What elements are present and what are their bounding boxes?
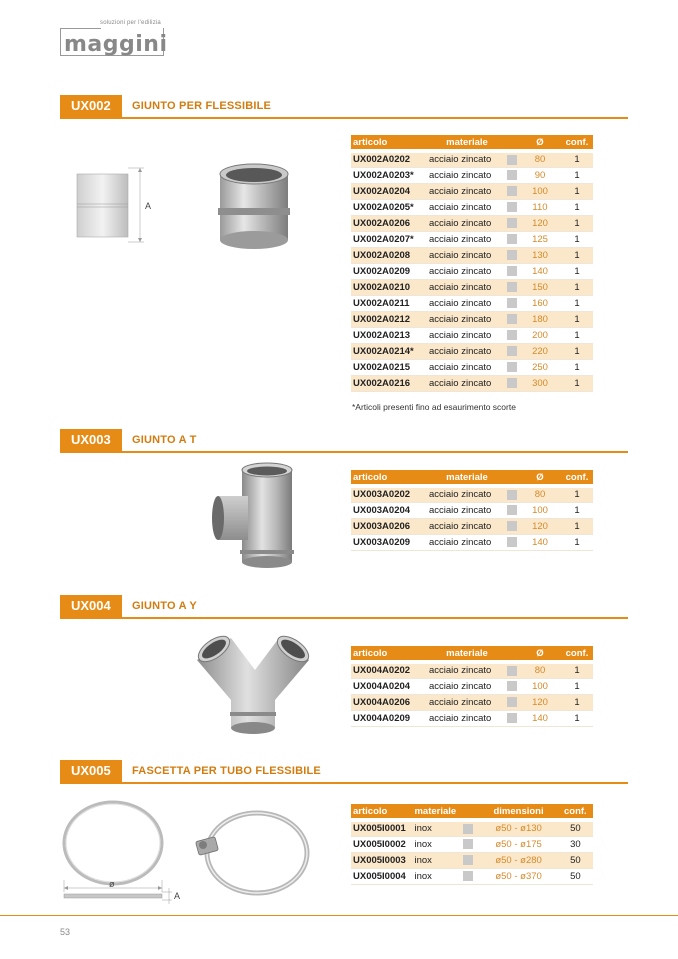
package-quantity: 1 xyxy=(561,215,593,231)
package-quantity: 1 xyxy=(561,359,593,375)
article-code: UX002A0212 xyxy=(351,311,429,327)
table-row xyxy=(351,263,593,279)
table-row xyxy=(351,820,593,836)
coupling-product-photo xyxy=(210,160,300,252)
swatch-square xyxy=(507,330,517,340)
hose-clamp-technical-drawing xyxy=(58,800,183,905)
hose-clamp-product-photo xyxy=(193,805,313,900)
package-quantity: 1 xyxy=(561,343,593,359)
section-code: UX005 xyxy=(60,760,122,782)
material-swatch xyxy=(505,375,519,391)
article-code: UX005I0002 xyxy=(351,836,414,852)
package-quantity: 1 xyxy=(561,534,593,550)
swatch-square xyxy=(507,282,517,292)
package-quantity: 50 xyxy=(558,820,593,836)
section-title: GIUNTO PER FLESSIBILE xyxy=(132,100,272,112)
diameter-value: 150 xyxy=(519,279,561,295)
diameter-value: 120 xyxy=(519,518,561,534)
article-code: UX002A0209 xyxy=(351,263,429,279)
swatch-square xyxy=(507,234,517,244)
swatch-square xyxy=(507,314,517,324)
material-swatch xyxy=(505,343,519,359)
material-swatch xyxy=(505,678,519,694)
material: acciaio zincato xyxy=(429,678,505,694)
table-row xyxy=(351,199,593,215)
swatch-square xyxy=(507,250,517,260)
col-header-diameter: Ø xyxy=(519,646,561,662)
swatch-square xyxy=(507,346,517,356)
package-quantity: 1 xyxy=(561,518,593,534)
section-code: UX002 xyxy=(60,95,122,117)
col-header-dimensions: dimensioni xyxy=(479,804,557,820)
table-body xyxy=(351,820,593,884)
article-code: UX005I0001 xyxy=(351,820,414,836)
table-row xyxy=(351,183,593,199)
article-code: UX003A0204 xyxy=(351,502,429,518)
col-header-blank xyxy=(456,804,479,820)
swatch-square xyxy=(507,170,517,180)
section-header-ux002 xyxy=(60,95,630,119)
section-header-ux003 xyxy=(60,429,630,453)
package-quantity: 1 xyxy=(561,279,593,295)
table-row xyxy=(351,534,593,550)
article-code: UX002A0208 xyxy=(351,247,429,263)
material: acciaio zincato xyxy=(429,311,505,327)
material: acciaio zincato xyxy=(429,295,505,311)
package-quantity: 1 xyxy=(561,311,593,327)
swatch-square xyxy=(507,713,517,723)
material: acciaio zincato xyxy=(429,518,505,534)
material-swatch xyxy=(456,836,479,852)
col-header-material: materiale xyxy=(414,804,456,820)
col-header-conf: conf. xyxy=(558,804,593,820)
table-body xyxy=(351,486,593,550)
diameter-value: 90 xyxy=(519,167,561,183)
diameter-value: 110 xyxy=(519,199,561,215)
diameter-value: 300 xyxy=(519,375,561,391)
package-quantity: 1 xyxy=(561,678,593,694)
table-row xyxy=(351,486,593,502)
article-code: UX002A0211 xyxy=(351,295,429,311)
table-row xyxy=(351,502,593,518)
brand-tagline: soluzioni per l'edilizia xyxy=(100,20,161,26)
swatch-square xyxy=(507,202,517,212)
swatch-square xyxy=(507,666,517,676)
table-row xyxy=(351,852,593,868)
col-header-conf: conf. xyxy=(561,646,593,662)
article-code: UX003A0202 xyxy=(351,486,429,502)
diameter-value: 125 xyxy=(519,231,561,247)
material: acciaio zincato xyxy=(429,327,505,343)
article-code: UX002A0207* xyxy=(351,231,429,247)
product-table-ux003 xyxy=(351,470,593,551)
table-row xyxy=(351,868,593,884)
table-row xyxy=(351,215,593,231)
diameter-value: 180 xyxy=(519,311,561,327)
package-quantity: 50 xyxy=(558,852,593,868)
material-swatch xyxy=(505,279,519,295)
package-quantity: 1 xyxy=(561,710,593,726)
swatch-square xyxy=(507,186,517,196)
material-swatch xyxy=(456,820,479,836)
material-swatch xyxy=(456,852,479,868)
table-header-row xyxy=(351,135,593,151)
article-code: UX002A0210 xyxy=(351,279,429,295)
swatch-square xyxy=(507,266,517,276)
material: acciaio zincato xyxy=(429,215,505,231)
table-header-row xyxy=(351,470,593,486)
article-code: UX004A0204 xyxy=(351,678,429,694)
diameter-value: 220 xyxy=(519,343,561,359)
material: acciaio zincato xyxy=(429,694,505,710)
swatch-square xyxy=(507,681,517,691)
package-quantity: 1 xyxy=(561,151,593,167)
section-rule xyxy=(60,117,628,119)
material-swatch xyxy=(505,502,519,518)
swatch-square xyxy=(463,855,473,865)
material: acciaio zincato xyxy=(429,263,505,279)
stock-note: *Articoli presenti fino ad esaurimento scorte xyxy=(352,402,516,412)
material: acciaio zincato xyxy=(429,151,505,167)
page-number: 53 xyxy=(60,927,71,937)
package-quantity: 1 xyxy=(561,694,593,710)
material: inox xyxy=(414,820,456,836)
diameter-value: 120 xyxy=(519,694,561,710)
diameter-value: 130 xyxy=(519,247,561,263)
table-row xyxy=(351,343,593,359)
material: acciaio zincato xyxy=(429,247,505,263)
material-swatch xyxy=(456,868,479,884)
diameter-value: 80 xyxy=(519,662,561,678)
diameter-value: 100 xyxy=(519,502,561,518)
package-quantity: 1 xyxy=(561,486,593,502)
table-row xyxy=(351,662,593,678)
article-code: UX002A0202 xyxy=(351,151,429,167)
material: acciaio zincato xyxy=(429,279,505,295)
swatch-square xyxy=(507,298,517,308)
table-row xyxy=(351,279,593,295)
material: acciaio zincato xyxy=(429,359,505,375)
material-swatch xyxy=(505,534,519,550)
diameter-value: 80 xyxy=(519,151,561,167)
col-header-material: materiale xyxy=(429,135,505,151)
article-code: UX005I0004 xyxy=(351,868,414,884)
diameter-value: 140 xyxy=(519,710,561,726)
section-title: GIUNTO A T xyxy=(132,434,197,446)
section-rule xyxy=(60,451,628,453)
material: acciaio zincato xyxy=(429,662,505,678)
swatch-square xyxy=(463,824,473,834)
swatch-square xyxy=(507,378,517,388)
package-quantity: 1 xyxy=(561,263,593,279)
material-swatch xyxy=(505,486,519,502)
col-header-article: articolo xyxy=(351,646,429,662)
footer-rule xyxy=(0,915,678,916)
material-swatch xyxy=(505,710,519,726)
material: acciaio zincato xyxy=(429,710,505,726)
swatch-square xyxy=(463,839,473,849)
swatch-square xyxy=(507,505,517,515)
diameter-value: 100 xyxy=(519,678,561,694)
col-header-article: articolo xyxy=(351,470,429,486)
tee-joint-product-photo xyxy=(210,460,310,570)
col-header-article: articolo xyxy=(351,135,429,151)
brand-logo xyxy=(60,20,170,60)
article-code: UX002A0213 xyxy=(351,327,429,343)
material-swatch xyxy=(505,311,519,327)
swatch-square xyxy=(507,537,517,547)
diameter-value: 200 xyxy=(519,327,561,343)
table-row xyxy=(351,151,593,167)
material-swatch xyxy=(505,151,519,167)
section-rule xyxy=(60,617,628,619)
material-swatch xyxy=(505,199,519,215)
package-quantity: 1 xyxy=(561,247,593,263)
material: acciaio zincato xyxy=(429,534,505,550)
section-header-ux004 xyxy=(60,595,630,619)
col-header-blank xyxy=(505,135,519,151)
diameter-value: ø50 - ø130 xyxy=(479,820,557,836)
table-row xyxy=(351,167,593,183)
material: inox xyxy=(414,868,456,884)
product-table-ux002 xyxy=(351,135,593,392)
table-row xyxy=(351,231,593,247)
diameter-value: 80 xyxy=(519,486,561,502)
article-code: UX002A0206 xyxy=(351,215,429,231)
diameter-value: ø50 - ø370 xyxy=(479,868,557,884)
col-header-material: materiale xyxy=(429,646,505,662)
table-body xyxy=(351,151,593,391)
diameter-value: 160 xyxy=(519,295,561,311)
table-header-row xyxy=(351,804,593,820)
material-swatch xyxy=(505,518,519,534)
material-swatch xyxy=(505,231,519,247)
col-header-conf: conf. xyxy=(561,135,593,151)
section-title: FASCETTA PER TUBO FLESSIBILE xyxy=(132,765,321,777)
section-title: GIUNTO A Y xyxy=(132,600,197,612)
col-header-diameter: Ø xyxy=(519,470,561,486)
logo-frame xyxy=(60,28,168,57)
article-code: UX002A0215 xyxy=(351,359,429,375)
section-code: UX003 xyxy=(60,429,122,451)
material: acciaio zincato xyxy=(429,183,505,199)
col-header-material: materiale xyxy=(429,470,505,486)
article-code: UX002A0205* xyxy=(351,199,429,215)
material: acciaio zincato xyxy=(429,199,505,215)
material: acciaio zincato xyxy=(429,343,505,359)
package-quantity: 1 xyxy=(561,662,593,678)
material-swatch xyxy=(505,662,519,678)
section-code: UX004 xyxy=(60,595,122,617)
package-quantity: 50 xyxy=(558,868,593,884)
table-header-row xyxy=(351,646,593,662)
package-quantity: 30 xyxy=(558,836,593,852)
table-row xyxy=(351,295,593,311)
material: acciaio zincato xyxy=(429,486,505,502)
table-row xyxy=(351,694,593,710)
package-quantity: 1 xyxy=(561,295,593,311)
article-code: UX004A0209 xyxy=(351,710,429,726)
col-header-article: articolo xyxy=(351,804,414,820)
material-swatch xyxy=(505,694,519,710)
brand-name: maggini xyxy=(64,32,168,57)
package-quantity: 1 xyxy=(561,199,593,215)
y-joint-product-photo xyxy=(193,630,313,738)
product-table-ux005 xyxy=(351,804,593,885)
article-code: UX004A0202 xyxy=(351,662,429,678)
dimension-label-a: A xyxy=(145,201,152,211)
section-rule xyxy=(60,782,628,784)
material-swatch xyxy=(505,183,519,199)
diameter-value: 120 xyxy=(519,215,561,231)
swatch-square xyxy=(507,697,517,707)
article-code: UX005I0003 xyxy=(351,852,414,868)
table-row xyxy=(351,327,593,343)
swatch-square xyxy=(507,521,517,531)
dimension-label-diameter: ø xyxy=(109,879,115,889)
material: inox xyxy=(414,852,456,868)
section-header-ux005 xyxy=(60,760,630,784)
material: acciaio zincato xyxy=(429,375,505,391)
material-swatch xyxy=(505,359,519,375)
article-code: UX003A0209 xyxy=(351,534,429,550)
package-quantity: 1 xyxy=(561,375,593,391)
swatch-square xyxy=(507,362,517,372)
swatch-square xyxy=(507,218,517,228)
diameter-value: ø50 - ø175 xyxy=(479,836,557,852)
package-quantity: 1 xyxy=(561,183,593,199)
table-row xyxy=(351,375,593,391)
col-header-blank xyxy=(505,470,519,486)
material-swatch xyxy=(505,295,519,311)
dimension-label-a: A xyxy=(174,891,181,901)
article-code: UX002A0204 xyxy=(351,183,429,199)
swatch-square xyxy=(507,155,517,165)
diameter-value: ø50 - ø280 xyxy=(479,852,557,868)
article-code: UX004A0206 xyxy=(351,694,429,710)
material: acciaio zincato xyxy=(429,167,505,183)
table-row xyxy=(351,359,593,375)
article-code: UX003A0206 xyxy=(351,518,429,534)
col-header-diameter: Ø xyxy=(519,135,561,151)
table-row xyxy=(351,678,593,694)
table-row xyxy=(351,311,593,327)
col-header-conf: conf. xyxy=(561,470,593,486)
table-row xyxy=(351,710,593,726)
material-swatch xyxy=(505,247,519,263)
material: acciaio zincato xyxy=(429,502,505,518)
package-quantity: 1 xyxy=(561,231,593,247)
material-swatch xyxy=(505,327,519,343)
article-code: UX002A0214* xyxy=(351,343,429,359)
table-row xyxy=(351,518,593,534)
material-swatch xyxy=(505,167,519,183)
diameter-value: 250 xyxy=(519,359,561,375)
article-code: UX002A0203* xyxy=(351,167,429,183)
product-table-ux004 xyxy=(351,646,593,727)
package-quantity: 1 xyxy=(561,502,593,518)
article-code: UX002A0216 xyxy=(351,375,429,391)
package-quantity: 1 xyxy=(561,167,593,183)
table-row xyxy=(351,247,593,263)
material: inox xyxy=(414,836,456,852)
col-header-blank xyxy=(505,646,519,662)
package-quantity: 1 xyxy=(561,327,593,343)
swatch-square xyxy=(463,871,473,881)
diameter-value: 100 xyxy=(519,183,561,199)
table-row xyxy=(351,836,593,852)
diameter-value: 140 xyxy=(519,263,561,279)
material-swatch xyxy=(505,263,519,279)
table-body xyxy=(351,662,593,726)
material-swatch xyxy=(505,215,519,231)
material: acciaio zincato xyxy=(429,231,505,247)
swatch-square xyxy=(507,490,517,500)
diameter-value: 140 xyxy=(519,534,561,550)
